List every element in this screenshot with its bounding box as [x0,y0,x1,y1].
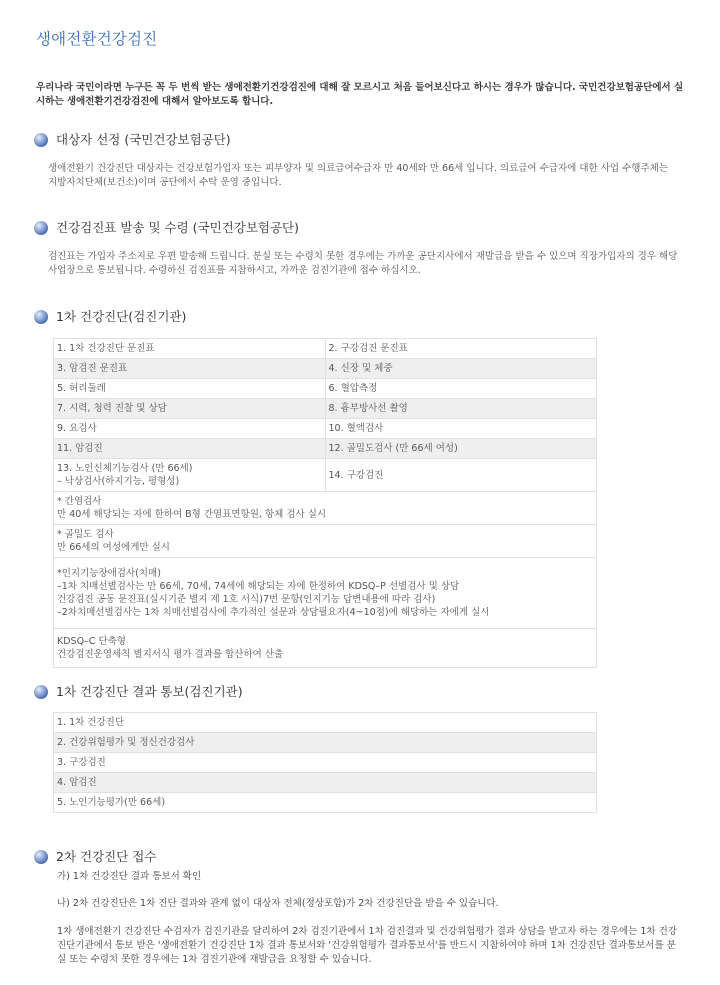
table-note-cell [54,525,597,558]
table-row [54,733,597,753]
table-cell: 6. 혈압측정 [325,379,597,399]
section-bullet-icon [34,850,48,864]
dementia-cell [54,558,597,629]
table-cell: 4. 암검진 [54,773,597,793]
section-bullet-icon [34,133,48,147]
table-cell: 3. 암검진 문진표 [54,359,326,379]
table-row [54,379,597,399]
section-bullet-icon [34,685,48,699]
dementia-line: –1차 치매선별검사는 만 66세, 70세, 74세에 해당되는 자에 한정하여 KDSQ–P 선별검사 및 상담 [57,581,460,592]
table-row [54,459,597,492]
note-line: 만 66세의 여성에게만 실시 [57,542,170,553]
table-cell: 12. 골밀도검사 (만 66세 여성) [325,439,597,459]
table-row [54,753,597,773]
kdsq-cell [54,629,597,668]
table-cell: 5. 노인기능평가(만 66세) [54,793,597,813]
first-exam-table [53,338,597,668]
table-cell: 11. 암검진 [54,439,326,459]
table-row [54,558,597,629]
table-cell: 8. 흉부방사선 촬영 [325,399,597,419]
table-cell [54,459,326,492]
cell-line: 13. 노인신체기능검사 (만 66세) [57,463,193,474]
table-row [54,773,597,793]
section-title: 1차 건강진단 결과 통보(검진기관) [56,684,243,699]
dementia-line: 건강검진 공동 문진표(실시기준 별지 제 1호 서식)7번 문항(인지기능 답변내용에 따라 검사) [57,594,436,605]
section-heading-eligibility [34,131,231,149]
section-bullet-icon [34,310,48,324]
table-cell: 3. 구강검진 [54,753,597,773]
table-row [54,339,597,359]
section-heading-second-exam [34,848,156,866]
cell-line: – 낙상검사(하지기능, 평형성) [57,476,180,487]
section-heading-form-delivery [34,219,299,237]
note-line: * 골밀도 검사 [57,529,114,540]
table-row [54,793,597,813]
note-line: * 간염검사 [57,496,102,507]
table-cell: 5. 허리둘레 [54,379,326,399]
table-row [54,439,597,459]
table-cell: 4. 신장 및 체중 [325,359,597,379]
page-title: 생애전환건강검진 [36,30,158,48]
section-bullet-icon [34,221,48,235]
section-title: 건강검진표 발송 및 수령 (국민건강보험공단) [56,220,299,235]
table-cell: 7. 시력, 청력 진찰 및 상담 [54,399,326,419]
kdsq-line: 건강검진운영세칙 별지서식 평가 결과를 합산하여 산출 [57,649,284,660]
section-title: 1차 건강진단(검진기관) [56,309,187,324]
section-title: 대상자 선정 (국민건강보험공단) [56,132,231,147]
kdsq-line: KDSQ–C 단축형 [57,636,126,647]
table-cell: 9. 요검사 [54,419,326,439]
table-note-cell [54,492,597,525]
result-notice-table [53,712,597,813]
table-row [54,359,597,379]
table-cell: 14. 구강검진 [325,459,597,492]
section-heading-result-notice [34,683,243,701]
table-cell: 2. 건강위험평가 및 정신건강검사 [54,733,597,753]
section-title: 2차 건강진단 접수 [56,849,157,864]
table-row [54,629,597,668]
table-cell: 2. 구강검진 문진표 [325,339,597,359]
table-cell: 1. 1차 건강진단 [54,713,597,733]
table-row [54,419,597,439]
table-cell: 1. 1차 건강진단 문진표 [54,339,326,359]
intro-paragraph: 우리나라 국민이라면 누구든 꼭 두 번씩 받는 생애전환기건강검진에 대해 잘 모르시고 처음 들어보신다고 하시는 경우가 많습니다. 국민건강보험공단에서 실시하는 생애전환기건강검진에 대해서 알아보도록 합니다. [36,82,684,107]
second-exam-step-b: 나) 2차 건강진단은 1차 진단 결과와 관계 없이 대상자 전체(정상포함)가 2차 건강진단을 받을 수 있습니다. [57,898,499,909]
table-row [54,525,597,558]
note-line: 만 40세 해당되는 자에 한하여 B형 간염표면항원, 항체 검사 실시 [57,509,327,520]
table-row [54,399,597,419]
table-row [54,492,597,525]
second-exam-detail: 1차 생애전환기 건강진단 수검자가 검진기관을 달리하여 2차 검진기관에서 1차 검진결과 및 건강위험평가 결과 상담을 받고자 하는 경우에는 1차 건강진단기관에서 통보 받은 '생애전환기 건강진단 1차 결과 통보서와 '건강위험평가 결과통보서'를 반드시 지참하여야 하며 1차 건강진단 결과통보서를 분실 또는 수령치 못한 경우에는 1차 검진기관에 재발급을 요청할 수 있습니다. [57,926,677,965]
section-heading-first-exam [34,308,186,326]
section-body: 생애전환기 건강진단 대상자는 건강보험가입자 또는 피부양자 및 의료급여수급자 만 40세와 만 66세 입니다. 의료급여 수급자에 대한 사업 수행주체는 지방자치단체(보건소)이며 공단에서 수탁 운영 중입니다. [48,163,668,188]
section-body: 검진표는 가입자 주소지로 우편 발송해 드립니다. 분실 또는 수령치 못한 경우에는 가까운 공단지사에서 재발급을 받을 수 있으며 직장가입자의 경우 해당 사업장으로 통보됩니다. 수령하신 검진표를 지참하시고, 가까운 검진기관에 접수 하십시오. [48,251,678,276]
dementia-line: –2차치매선별검사는 1차 치매선별검사에 추가적인 설문과 상담필요자(4~10점)에 해당하는 자에게 실시 [57,607,490,618]
table-row [54,713,597,733]
table-cell: 10. 혈액검사 [325,419,597,439]
dementia-line: *인지기능장애검사(치매) [57,568,161,579]
second-exam-step-a: 가) 1차 건강진단 결과 통보서 확인 [57,871,202,882]
